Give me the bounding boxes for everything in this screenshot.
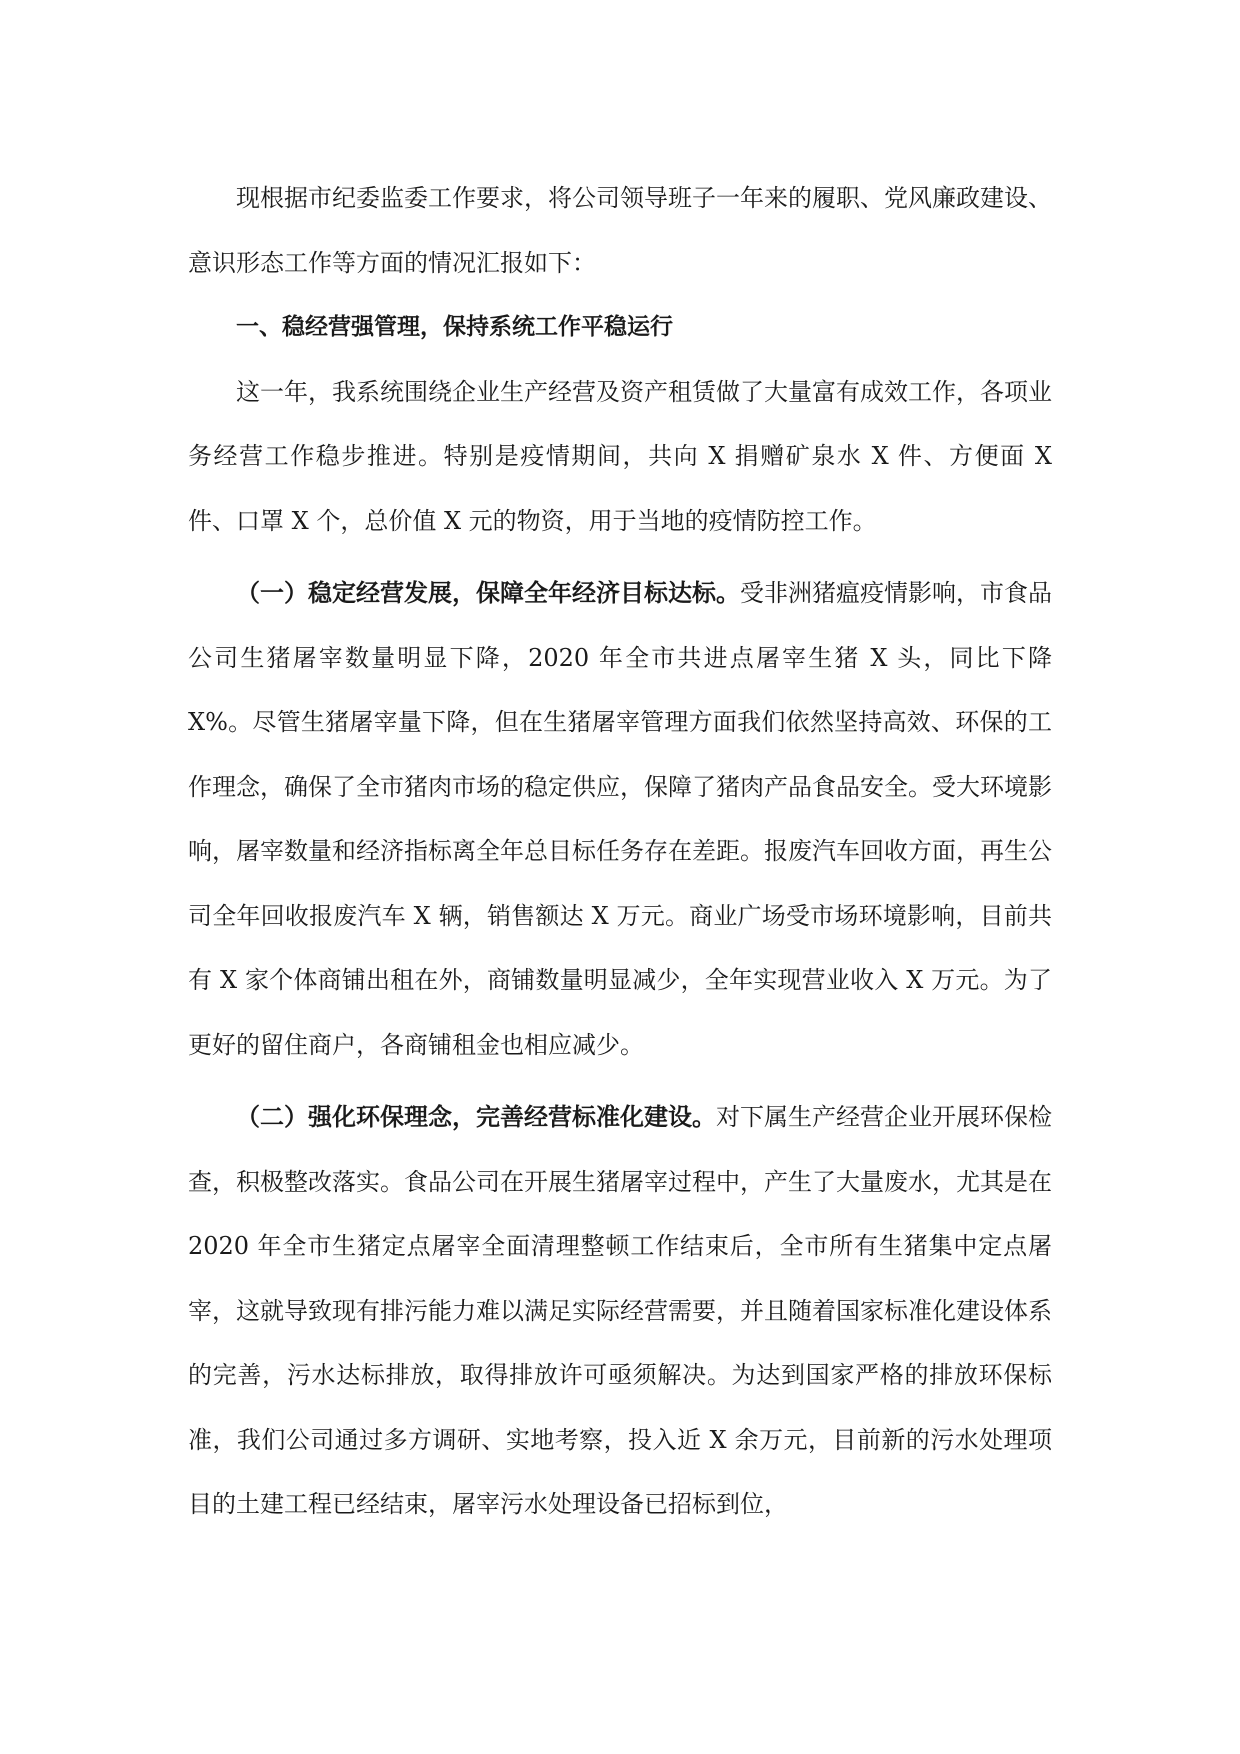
section-intro-paragraph: 这一年，我系统围绕企业生产经营及资产租赁做了大量富有成效工作，各项业务经营工作稳步推进。特别是疫情期间，共向 X 捐赠矿泉水 X 件、方便面 X 件、口罩 X 个，总价值 X 元的物资，用于当地的疫情防控工作。 [188, 377, 1052, 535]
section-heading: 一、稳经营强管理，保持系统工作平稳运行 [236, 314, 673, 340]
subsection-2-paragraph [188, 1085, 1052, 1537]
subsection-1-paragraph [188, 561, 1052, 1077]
intro-paragraph: 现根据市纪委监委工作要求，将公司领导班子一年来的履职、党风廉政建设、意识形态工作等方面的情况汇报如下： [188, 184, 1052, 277]
subsection-1-title: （一）稳定经营发展，保障全年经济目标达标。 [236, 579, 740, 607]
subsection-2-title: （二）强化环保理念，完善经营标准化建设。 [236, 1103, 716, 1131]
document-body [188, 166, 1052, 1537]
subsection-2-body: 对下属生产经营企业开展环保检查，积极整改落实。食品公司在开展生猪屠宰过程中，产生了大量废水，尤其是在 2020 年全市生猪定点屠宰全面清理整顿工作结束后，全市所有生猪集中定点屠宰，这就导致现有排污能力难以满足实际经营需要，并且随着国家标准化建设体系的完善，污水达标排放，取得排放许可亟须解决。为达到国家严格的排放环保标准，我们公司通过多方调研、实地考察，投入近 X 余万元，目前新的污水处理项目的土建工程已经结束，屠宰污水处理设备已招标到位， [188, 1103, 1052, 1518]
subsection-1-body: 受非洲猪瘟疫情影响，市食品公司生猪屠宰数量明显下降，2020 年全市共进点屠宰生猪 X 头，同比下降 X%。尽管生猪屠宰量下降，但在生猪屠宰管理方面我们依然坚持高效、环保的工作理念，确保了全市猪肉市场的稳定供应，保障了猪肉产品食品安全。受大环境影响，屠宰数量和经济指标离全年总目标任务存在差距。报废汽车回收方面，再生公司全年回收报废汽车 X 辆，销售额达 X 万元。商业广场受市场环境影响，目前共有 X 家个体商铺出租在外，商铺数量明显减少，全年实现营业收入 X 万元。为了更好的留住商户，各商铺租金也相应减少。 [188, 579, 1052, 1059]
